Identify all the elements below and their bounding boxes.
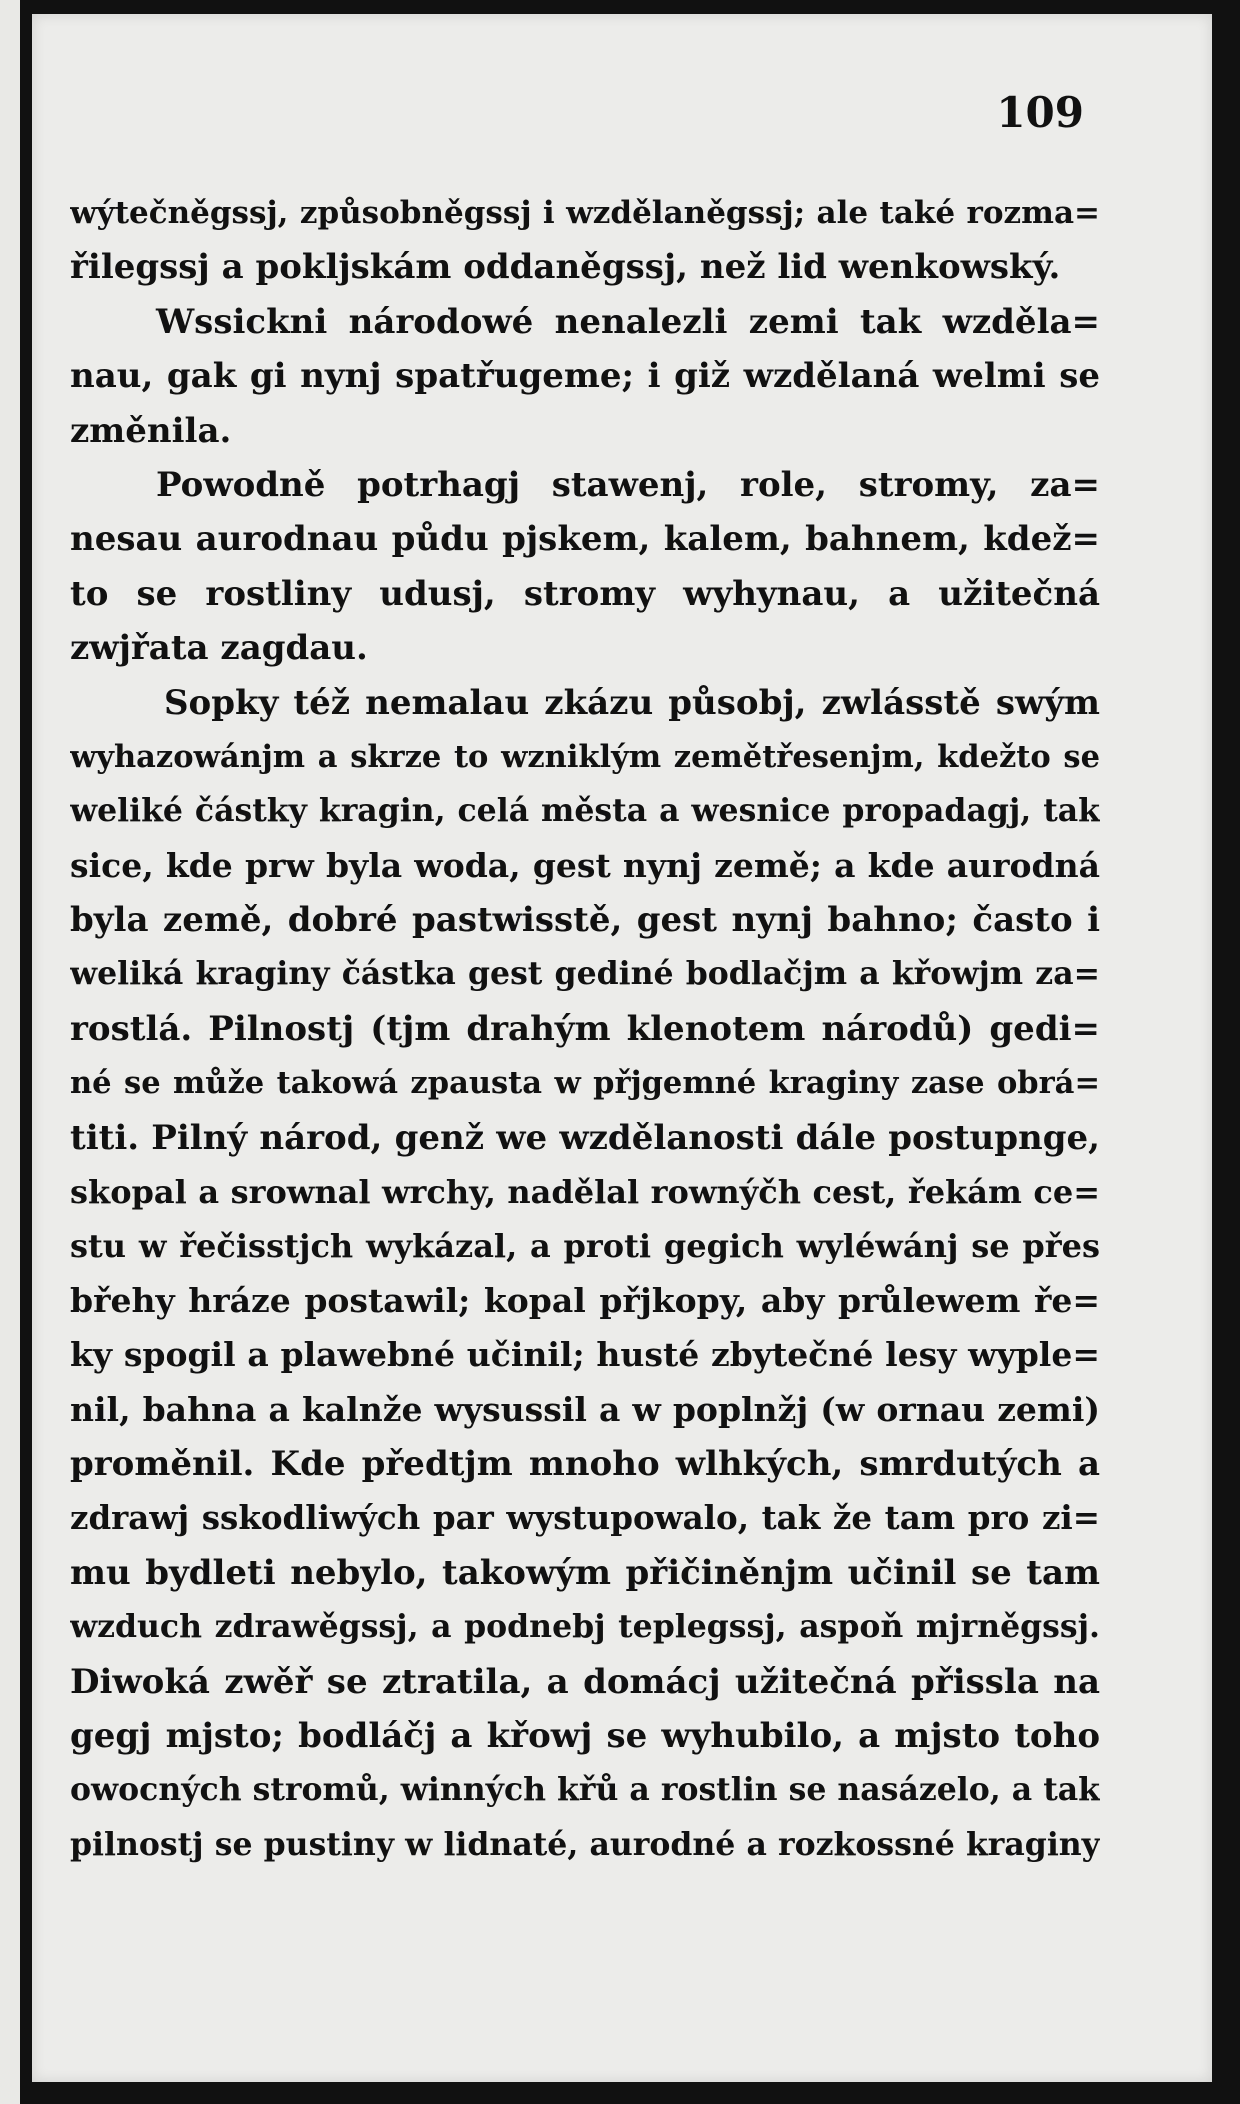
- text-line: změnila.: [70, 410, 232, 451]
- text-line: rostlá. Pilnostj (tjm drahým klenotem národů) gedi=: [70, 1008, 1100, 1049]
- adjacent-page-edge: [0, 0, 20, 2104]
- text-line: Diwoká zwěř se ztratila, a domácj užitečná přissla na: [70, 1661, 1100, 1702]
- text-line: proměnil. Kde předtjm mnoho wlhkých, smrdutých a: [70, 1443, 1100, 1484]
- paragraph-first-line: Sopky též nemalau zkázu působj, zwlásstě swým: [164, 682, 1100, 723]
- book-page: [32, 14, 1212, 2082]
- text-line: skopal a srownal wrchy, nadělal rownýčh cest, řekám ce=: [70, 1173, 1100, 1212]
- text-line: mu bydleti nebylo, takowým přičiněnjm učinil se tam: [70, 1552, 1100, 1593]
- text-line: nau, gak gi nynj spatřugeme; i giž wzdělaná welmi se: [70, 356, 1100, 397]
- text-line: zdrawj sskodliwých par wystupowalo, tak že tam pro zi=: [70, 1498, 1100, 1538]
- text-line: řilegssj a pokljskám oddaněgssj, než lid wenkowský.: [70, 247, 1061, 288]
- page-number: 109: [996, 88, 1084, 137]
- text-line: sice, kde prw byla woda, gest nynj země; a kde aurodná: [70, 845, 1100, 885]
- text-line: né se může takowá zpausta w přjgemné kraginy zase obrá=: [70, 1065, 1100, 1102]
- paragraph-first-line: Wssickni národowé nenalezli zemi tak wzděla=: [156, 301, 1100, 342]
- text-line: ky spogil a plawebné učinil; husté zbytečné lesy wyple=: [70, 1335, 1100, 1375]
- text-line: nil, bahna a kalnže wysussil a w poplnžj (w ornau zemi): [70, 1389, 1100, 1429]
- text-line: wyhazowánjm a skrze to wzniklým zemětřesenjm, kdežto se: [70, 738, 1100, 775]
- paragraph-first-line: Powodně potrhagj stawenj, role, stromy, za=: [156, 464, 1100, 505]
- text-line: owocných stromů, winných křů a rostlin se nasázelo, a tak: [70, 1771, 1100, 1809]
- text-line: weliké částky kragin, celá města a wesnice propadagj, tak: [70, 792, 1100, 830]
- text-line: břehy hráze postawil; kopal přjkopy, aby průlewem ře=: [70, 1280, 1100, 1320]
- text-line: titi. Pilný národ, genž we wzdělanosti dále postupnge,: [70, 1117, 1100, 1158]
- text-line: wzduch zdrawěgssj, a podnebj teplegssj, aspoň mjrněgssj.: [70, 1608, 1100, 1646]
- text-line: weliká kraginy částka gest gediné bodlačjm a křowjm za=: [70, 955, 1100, 993]
- text-line: gegj mjsto; bodláčj a křowj se wyhubilo, a mjsto toho: [70, 1715, 1100, 1756]
- text-line: to se rostliny udusj, stromy wyhynau, a užitečná: [70, 573, 1100, 614]
- text-line: nesau aurodnau půdu pjskem, kalem, bahnem, kdež=: [70, 519, 1100, 560]
- body-text: [70, 186, 1100, 1872]
- text-line: byla země, dobré pastwisstě, gest nynj bahno; často i: [70, 900, 1100, 941]
- text-line: pilnostj se pustiny w lidnaté, aurodné a rozkossné kraginy: [70, 1825, 1100, 1863]
- text-line: wýtečněgssj, způsobněgssj i wzdělaněgssj; ale také rozma=: [70, 195, 1100, 231]
- text-line: zwjřata zagdau.: [70, 628, 368, 669]
- text-line: stu w řečisstjch wykázal, a proti gegich wyléwánj se přes: [70, 1227, 1100, 1266]
